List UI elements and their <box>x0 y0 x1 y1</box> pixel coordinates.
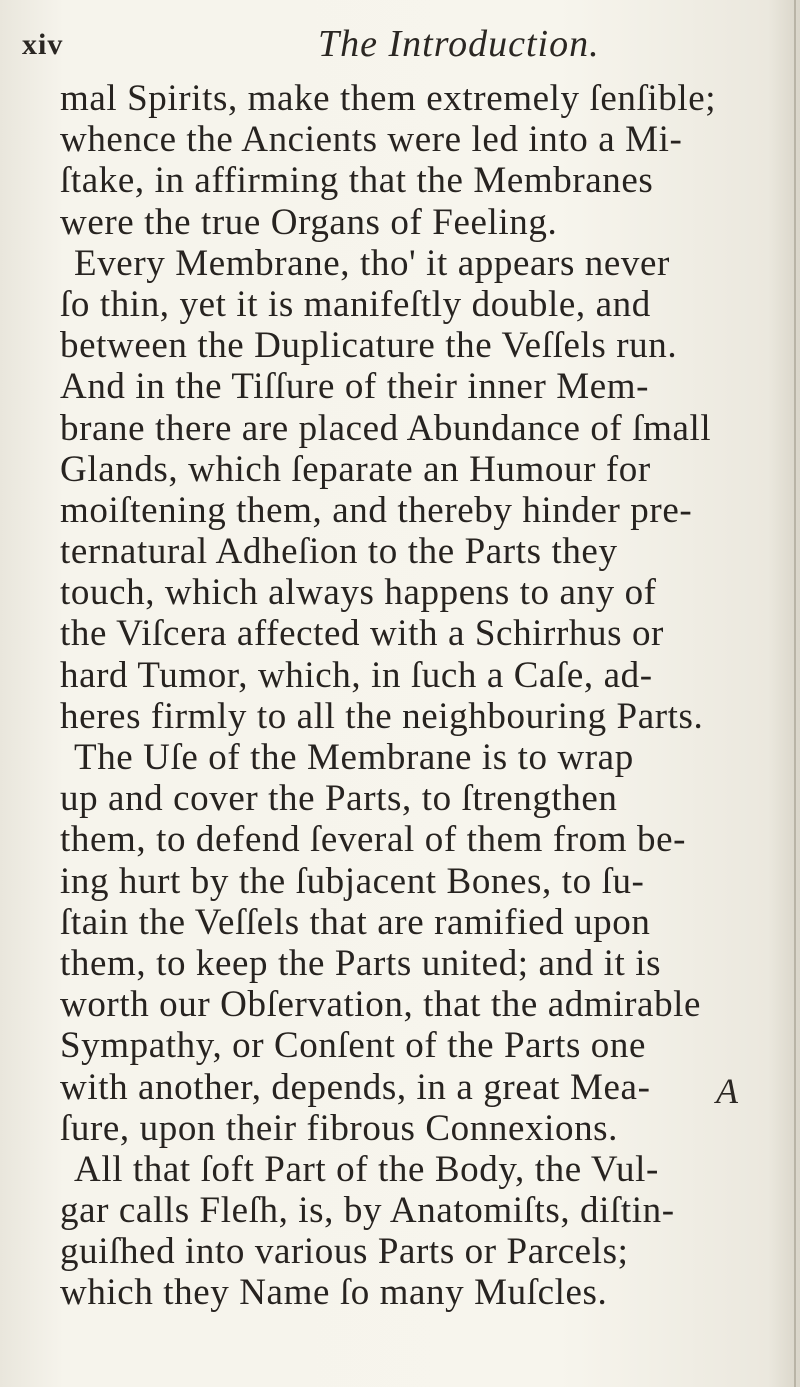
text-line: brane there are placed Abundance of ſmall <box>60 407 712 449</box>
text-line: up and cover the Parts, to ſtrengthen <box>60 778 618 820</box>
text-line: And in the Tiſſure of their inner Mem- <box>60 366 650 408</box>
text-line: The Uſe of the Membrane is to wrap <box>74 737 634 778</box>
text-line: ing hurt by the ſubjacent Bones, to ſu- <box>60 860 645 902</box>
text-line: ternatural Adheſion to the Parts they <box>60 531 618 573</box>
text-line: heres firmly to all the neighbouring Parts. <box>60 695 704 737</box>
text-line: mal Spirits, make them extremely ſenſible; <box>60 78 717 119</box>
text-line: moiſtening them, and thereby hinder pre- <box>60 489 693 531</box>
text-line: ſo thin, yet it is manifeſtly double, and <box>60 283 651 325</box>
text-line: them, to defend ſeveral of them from be- <box>60 819 687 861</box>
text-line: ſtain the Veſſels that are ramified upon <box>60 901 651 943</box>
text-line: hard Tumor, which, in ſuch a Caſe, ad- <box>60 654 653 696</box>
text-line: them, to keep the Parts united; and it is <box>60 942 662 984</box>
text-line: All that ſoft Part of the Body, the Vul- <box>74 1148 659 1190</box>
text-line: guiſhed into various Parts or Parcels; <box>60 1231 629 1273</box>
running-head: The Introduction. <box>318 23 600 65</box>
text-line: the Viſcera affected with a Schirrhus or <box>60 613 664 655</box>
text-line: Sympathy, or Conſent of the Parts one <box>60 1025 647 1067</box>
text-line: which they Name ſo many Muſcles. <box>60 1272 608 1314</box>
text-line: ſtake, in affirming that the Membranes <box>60 160 654 202</box>
text-line: were the true Organs of Feeling. <box>60 201 558 243</box>
text-line: whence the Ancients were led into a Mi- <box>60 119 683 161</box>
text-line: worth our Obſervation, that the admirable <box>60 984 702 1026</box>
body-text <box>60 78 800 1314</box>
text-line: Every Membrane, tho' it appears never <box>74 242 670 284</box>
page-number: xiv <box>22 28 64 61</box>
text-line: touch, which always happens to any of <box>60 572 657 614</box>
text-line: gar calls Fleſh, is, by Anatomiſts, diſtin- <box>60 1190 675 1232</box>
catchword: A <box>716 1071 738 1111</box>
text-line: with another, depends, in a great Mea- <box>60 1066 651 1108</box>
text-line: between the Duplicature the Veſſels run. <box>60 325 678 367</box>
text-line: Glands, which ſeparate an Humour for <box>60 448 651 490</box>
text-line: ſure, upon their fibrous Connexions. <box>60 1107 619 1149</box>
